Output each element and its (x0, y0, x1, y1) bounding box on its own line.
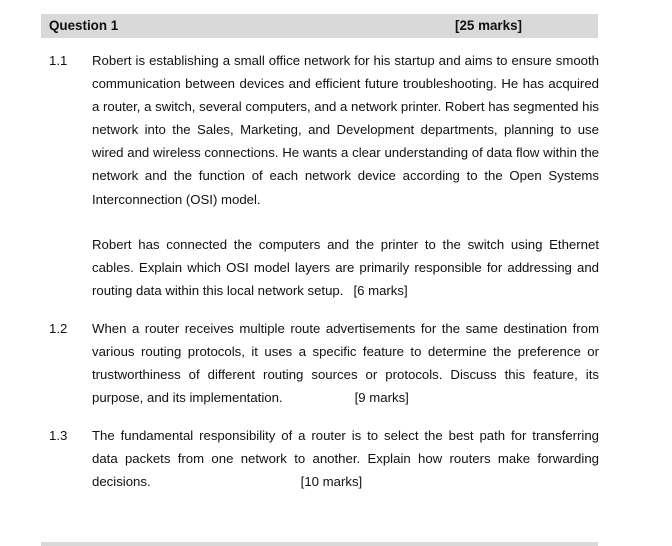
item-paragraph-question (92, 233, 599, 302)
question-title: Question 1 (49, 18, 119, 33)
item-paragraph-question (92, 317, 599, 409)
item-marks: [10 marks] (300, 474, 363, 490)
item-marks: [9 marks] (354, 390, 409, 406)
item-paragraph-question (92, 424, 599, 493)
question-text: The fundamental responsibility of a router is to select the best path for transferring data packets from one network to another. Explain how routers make forwarding decisions. (92, 428, 599, 490)
question-text: When a router receives multiple route advertisements for the same destination from various routing protocols, it uses a specific feature to determine the preference or trustworthiness of different routing sources or protocols. Discuss this feature, its purpose, and its implementation. (92, 321, 599, 406)
item-paragraph: Robert is establishing a small office network for his startup and aims to ensure smooth communication between devices and efficient future troubleshooting. He has acquired a router, a switch, several computers, and a network printer. Robert has segmented his network into the Sales, Marketing, and Development departments, planning to use wired and wireless connections. He wants a clear understanding of data flow within the network and the function of each network device according to the Open Systems Interconnection (OSI) model. (92, 53, 599, 207)
item-marks: [6 marks] (353, 283, 408, 299)
next-question-header-edge (41, 542, 598, 546)
question-text: Robert has connected the computers and the printer to the switch using Ethernet cables. Explain which OSI model layers are primarily responsible for addressing and routing data within this local network setup. (92, 237, 599, 299)
question-total-marks: [25 marks] (455, 18, 522, 33)
item-number: 1.1 (49, 53, 68, 68)
item-number: 1.2 (49, 321, 68, 336)
question-header (41, 14, 598, 38)
item-number: 1.3 (49, 428, 68, 443)
